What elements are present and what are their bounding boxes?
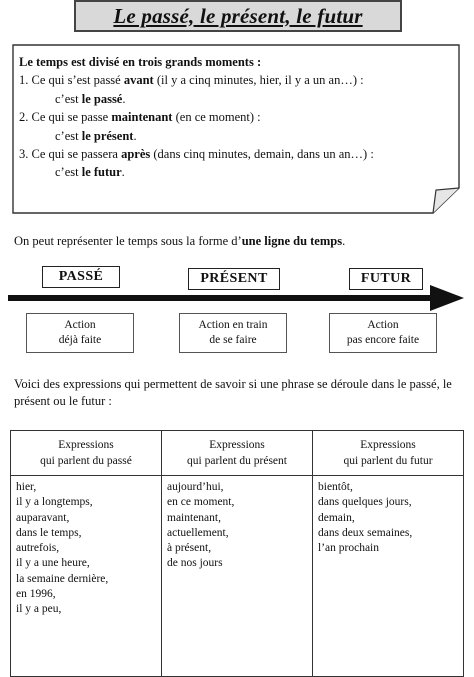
column-passe: [11, 476, 162, 677]
timeline-desc-present: [179, 313, 287, 353]
intro-keyword: une ligne du temps: [241, 234, 343, 248]
header-line: Expressions: [58, 439, 114, 451]
desc-line: Action en train: [198, 319, 268, 331]
definition-box: [12, 44, 460, 214]
result-text: .: [121, 165, 125, 180]
definition-result-1: [19, 90, 451, 108]
header-futur: [313, 431, 464, 476]
item-text: 3. Ce qui se passera: [19, 147, 122, 162]
definition-heading: Le temps est divisé en trois grands moments :: [19, 55, 262, 69]
list-item: il y a peu,: [16, 603, 62, 616]
list-item: autrefois,: [16, 542, 60, 555]
result-text: c’est: [55, 128, 82, 143]
definition-result-2: [19, 127, 451, 145]
column-futur: [313, 476, 464, 677]
item-text: 2. Ce qui se passe: [19, 110, 112, 125]
timeline-desc-futur: [329, 313, 437, 353]
timeline-intro: [14, 234, 345, 249]
list-item: en 1996,: [16, 588, 56, 601]
result-keyword: le présent: [81, 128, 134, 143]
page-title: Le passé, le présent, le futur: [113, 3, 363, 28]
list-item: aujourd’hui,: [167, 481, 224, 493]
list-item: en ce moment,: [167, 496, 235, 509]
header-present: [162, 431, 313, 476]
list-item: il y a longtemps,: [16, 496, 93, 509]
timeline-desc-passe: [26, 313, 134, 353]
list-item: bientôt,: [318, 481, 353, 493]
list-item: demain,: [318, 511, 355, 524]
header-line: Expressions: [360, 439, 416, 451]
column-present: [162, 476, 313, 677]
desc-line: déjà faite: [58, 334, 102, 346]
list-item: actuellement,: [167, 526, 229, 539]
desc-line: Action: [367, 319, 399, 331]
list-item: de nos jours: [167, 557, 223, 570]
result-keyword: le futur: [81, 165, 122, 180]
list-item: hier,: [16, 481, 37, 493]
item-keyword: maintenant: [111, 110, 173, 125]
item-text: 1. Ce qui s’est passé: [19, 73, 124, 88]
result-text: c’est: [55, 165, 82, 180]
list-item: à présent,: [167, 542, 212, 555]
header-line: qui parlent du futur: [343, 455, 433, 467]
timeline-label-present: PRÉSENT: [188, 268, 280, 290]
list-item: maintenant,: [167, 511, 221, 524]
desc-line: de se faire: [209, 334, 257, 346]
list-item: dans deux semaines,: [318, 526, 413, 539]
item-text: (dans cinq minutes, demain, dans un an…) :: [150, 147, 374, 162]
intro-text: On peut représenter le temps sous la forme d’: [14, 234, 242, 248]
title-banner: [74, 0, 402, 32]
result-keyword: le passé: [81, 91, 123, 106]
intro-text: .: [342, 234, 346, 248]
header-line: Expressions: [209, 439, 265, 451]
result-text: .: [122, 91, 126, 106]
table-header-row: [11, 431, 464, 476]
expressions-table: [10, 430, 464, 677]
result-text: .: [133, 128, 137, 143]
desc-line: pas encore faite: [346, 334, 420, 346]
result-text: c’est: [55, 91, 82, 106]
definition-result-3: [19, 163, 451, 181]
list-item: dans quelques jours,: [318, 496, 412, 509]
desc-line: Action: [64, 319, 96, 331]
list-item: auparavant,: [16, 511, 70, 524]
expressions-intro: Voici des expressions qui permettent de savoir si une phrase se déroule dans le passé, le présent ou le futur :: [14, 377, 452, 408]
item-text: (en ce moment) :: [172, 110, 261, 125]
definition-item-3: [19, 145, 451, 163]
item-keyword: avant: [123, 73, 154, 88]
list-item: l’an prochain: [318, 542, 379, 555]
header-line: qui parlent du présent: [187, 455, 287, 467]
item-text: (il y a cinq minutes, hier, il y a un an…) :: [153, 73, 364, 88]
list-item: il y a une heure,: [16, 557, 90, 570]
header-line: qui parlent du passé: [40, 455, 132, 467]
header-passe: [11, 431, 162, 476]
definition-item-2: [19, 108, 451, 126]
item-keyword: après: [121, 147, 151, 162]
definition-item-1: [19, 71, 451, 89]
list-item: dans le temps,: [16, 526, 82, 539]
timeline-label-futur: FUTUR: [349, 268, 423, 290]
timeline-label-passe: PASSÉ: [42, 266, 120, 288]
list-item: la semaine dernière,: [16, 572, 109, 585]
table-row: [11, 476, 464, 677]
timeline-arrow: [0, 284, 474, 314]
